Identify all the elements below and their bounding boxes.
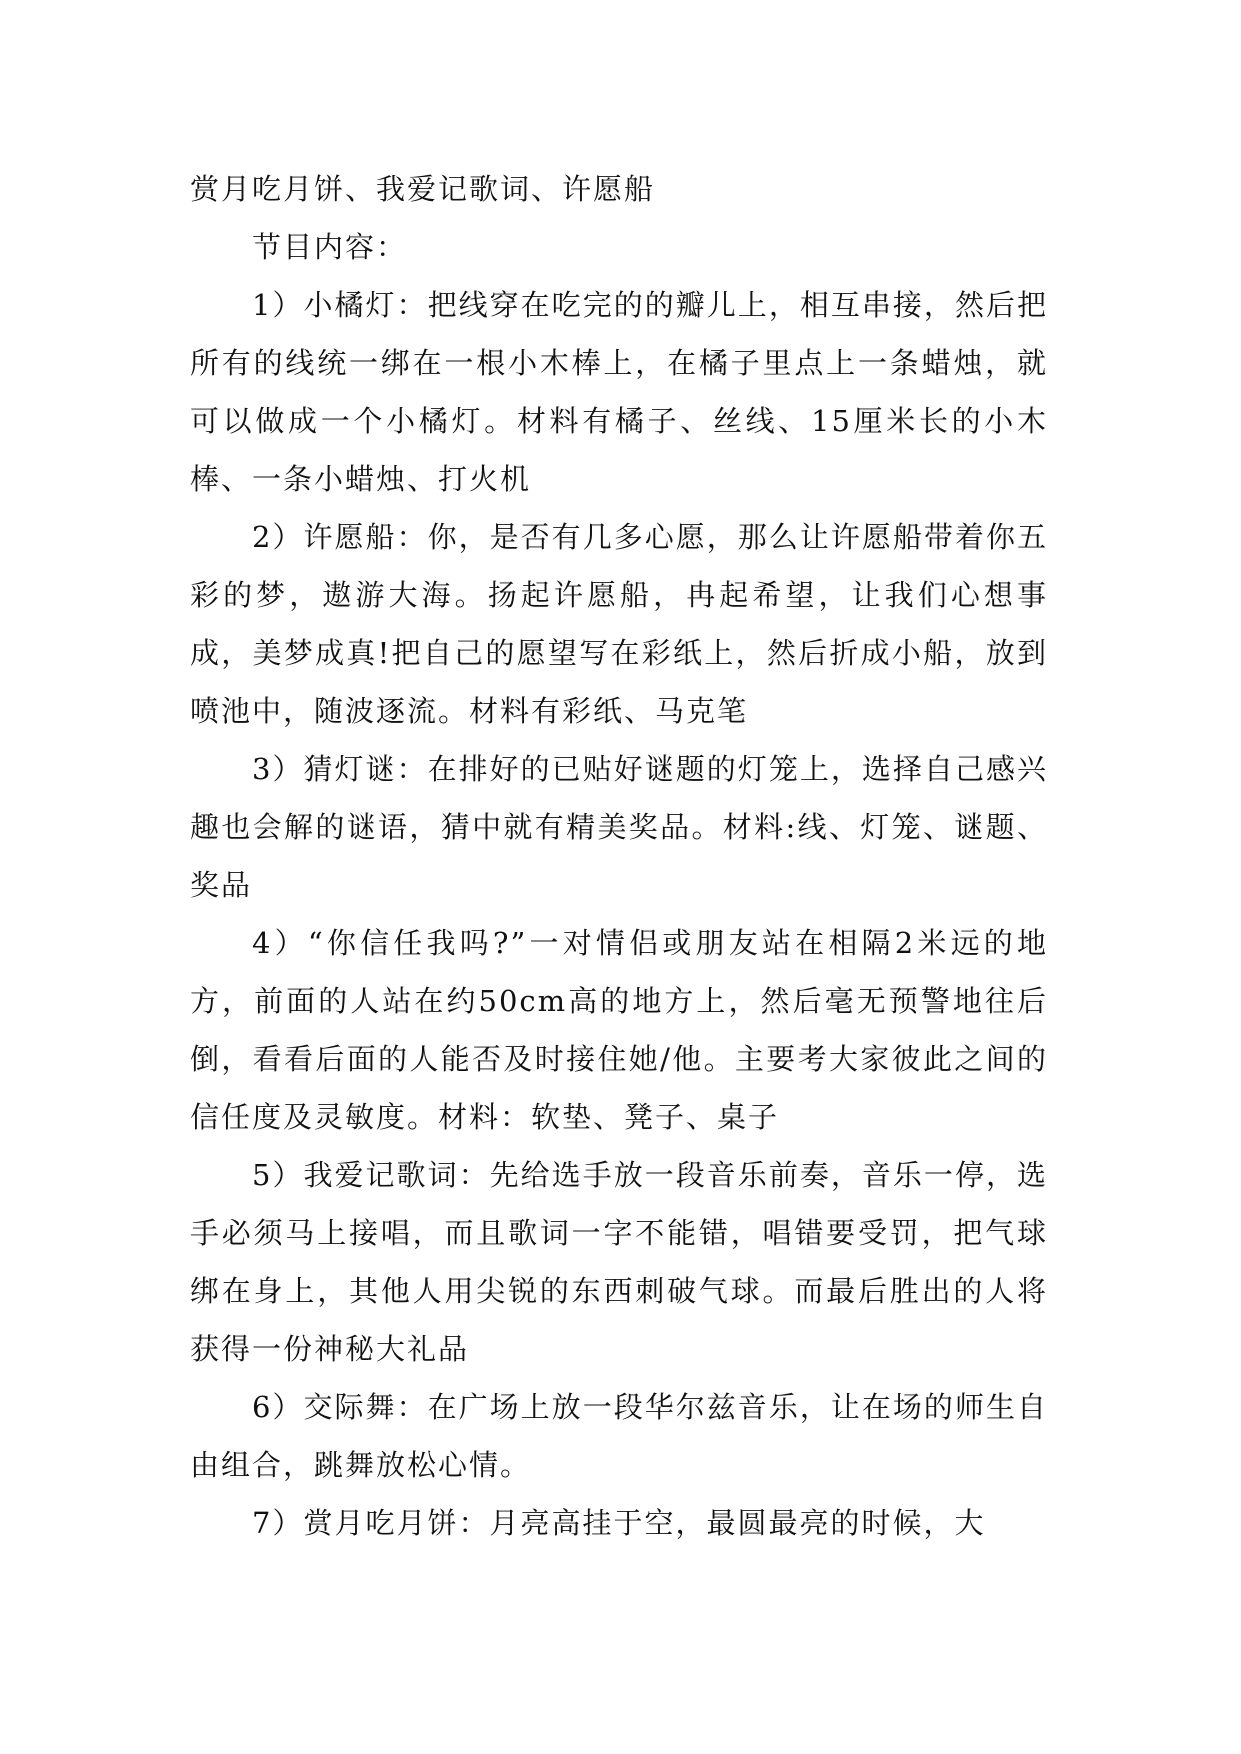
program-item-1: 1）小橘灯：把线穿在吃完的的瓣儿上，相互串接，然后把所有的线统一绑在一根小木棒上，在橘子里点上一条蜡烛，就可以做成一个小橘灯。材料有橘子、丝线、15厘米长的小木棒、一条小蜡烛、打火机 xyxy=(190,288,1048,496)
program-item-3: 3）猜灯谜：在排好的已贴好谜题的灯笼上，选择自己感兴趣也会解的谜语，猜中就有精美奖品。材料:线、灯笼、谜题、奖品 xyxy=(190,752,1048,902)
program-item-6: 6）交际舞：在广场上放一段华尔兹音乐，让在场的师生自由组合，跳舞放松心情。 xyxy=(190,1390,1048,1482)
document-page xyxy=(190,160,1048,1552)
program-item-5: 5）我爱记歌词：先给选手放一段音乐前奏，音乐一停，选手必须马上接唱，而且歌词一字不能错，唱错要受罚，把气球绑在身上，其他人用尖锐的东西刺破气球。而最后胜出的人将获得一份神秘大礼品 xyxy=(190,1158,1048,1366)
program-item-2: 2）许愿船：你，是否有几多心愿，那么让许愿船带着你五彩的梦，遨游大海。扬起许愿船，冉起希望，让我们心想事成，美梦成真!把自己的愿望写在彩纸上，然后折成小船，放到喷池中，随波逐流。材料有彩纸、马克笔 xyxy=(190,520,1048,728)
lead-line: 赏月吃月饼、我爱记歌词、许愿船 xyxy=(190,172,656,206)
section-heading: 节目内容： xyxy=(252,230,408,264)
program-item-7: 7）赏月吃月饼：月亮高挂于空，最圆最亮的时候，大 xyxy=(252,1506,986,1540)
program-item-4: 4）“你信任我吗?”一对情侣或朋友站在相隔2米远的地方，前面的人站在约50cm高的地方上，然后毫无预警地往后倒，看看后面的人能否及时接住她/他。主要考大家彼此之间的信任度及灵敏度。材料：软垫、凳子、桌子 xyxy=(190,926,1048,1134)
